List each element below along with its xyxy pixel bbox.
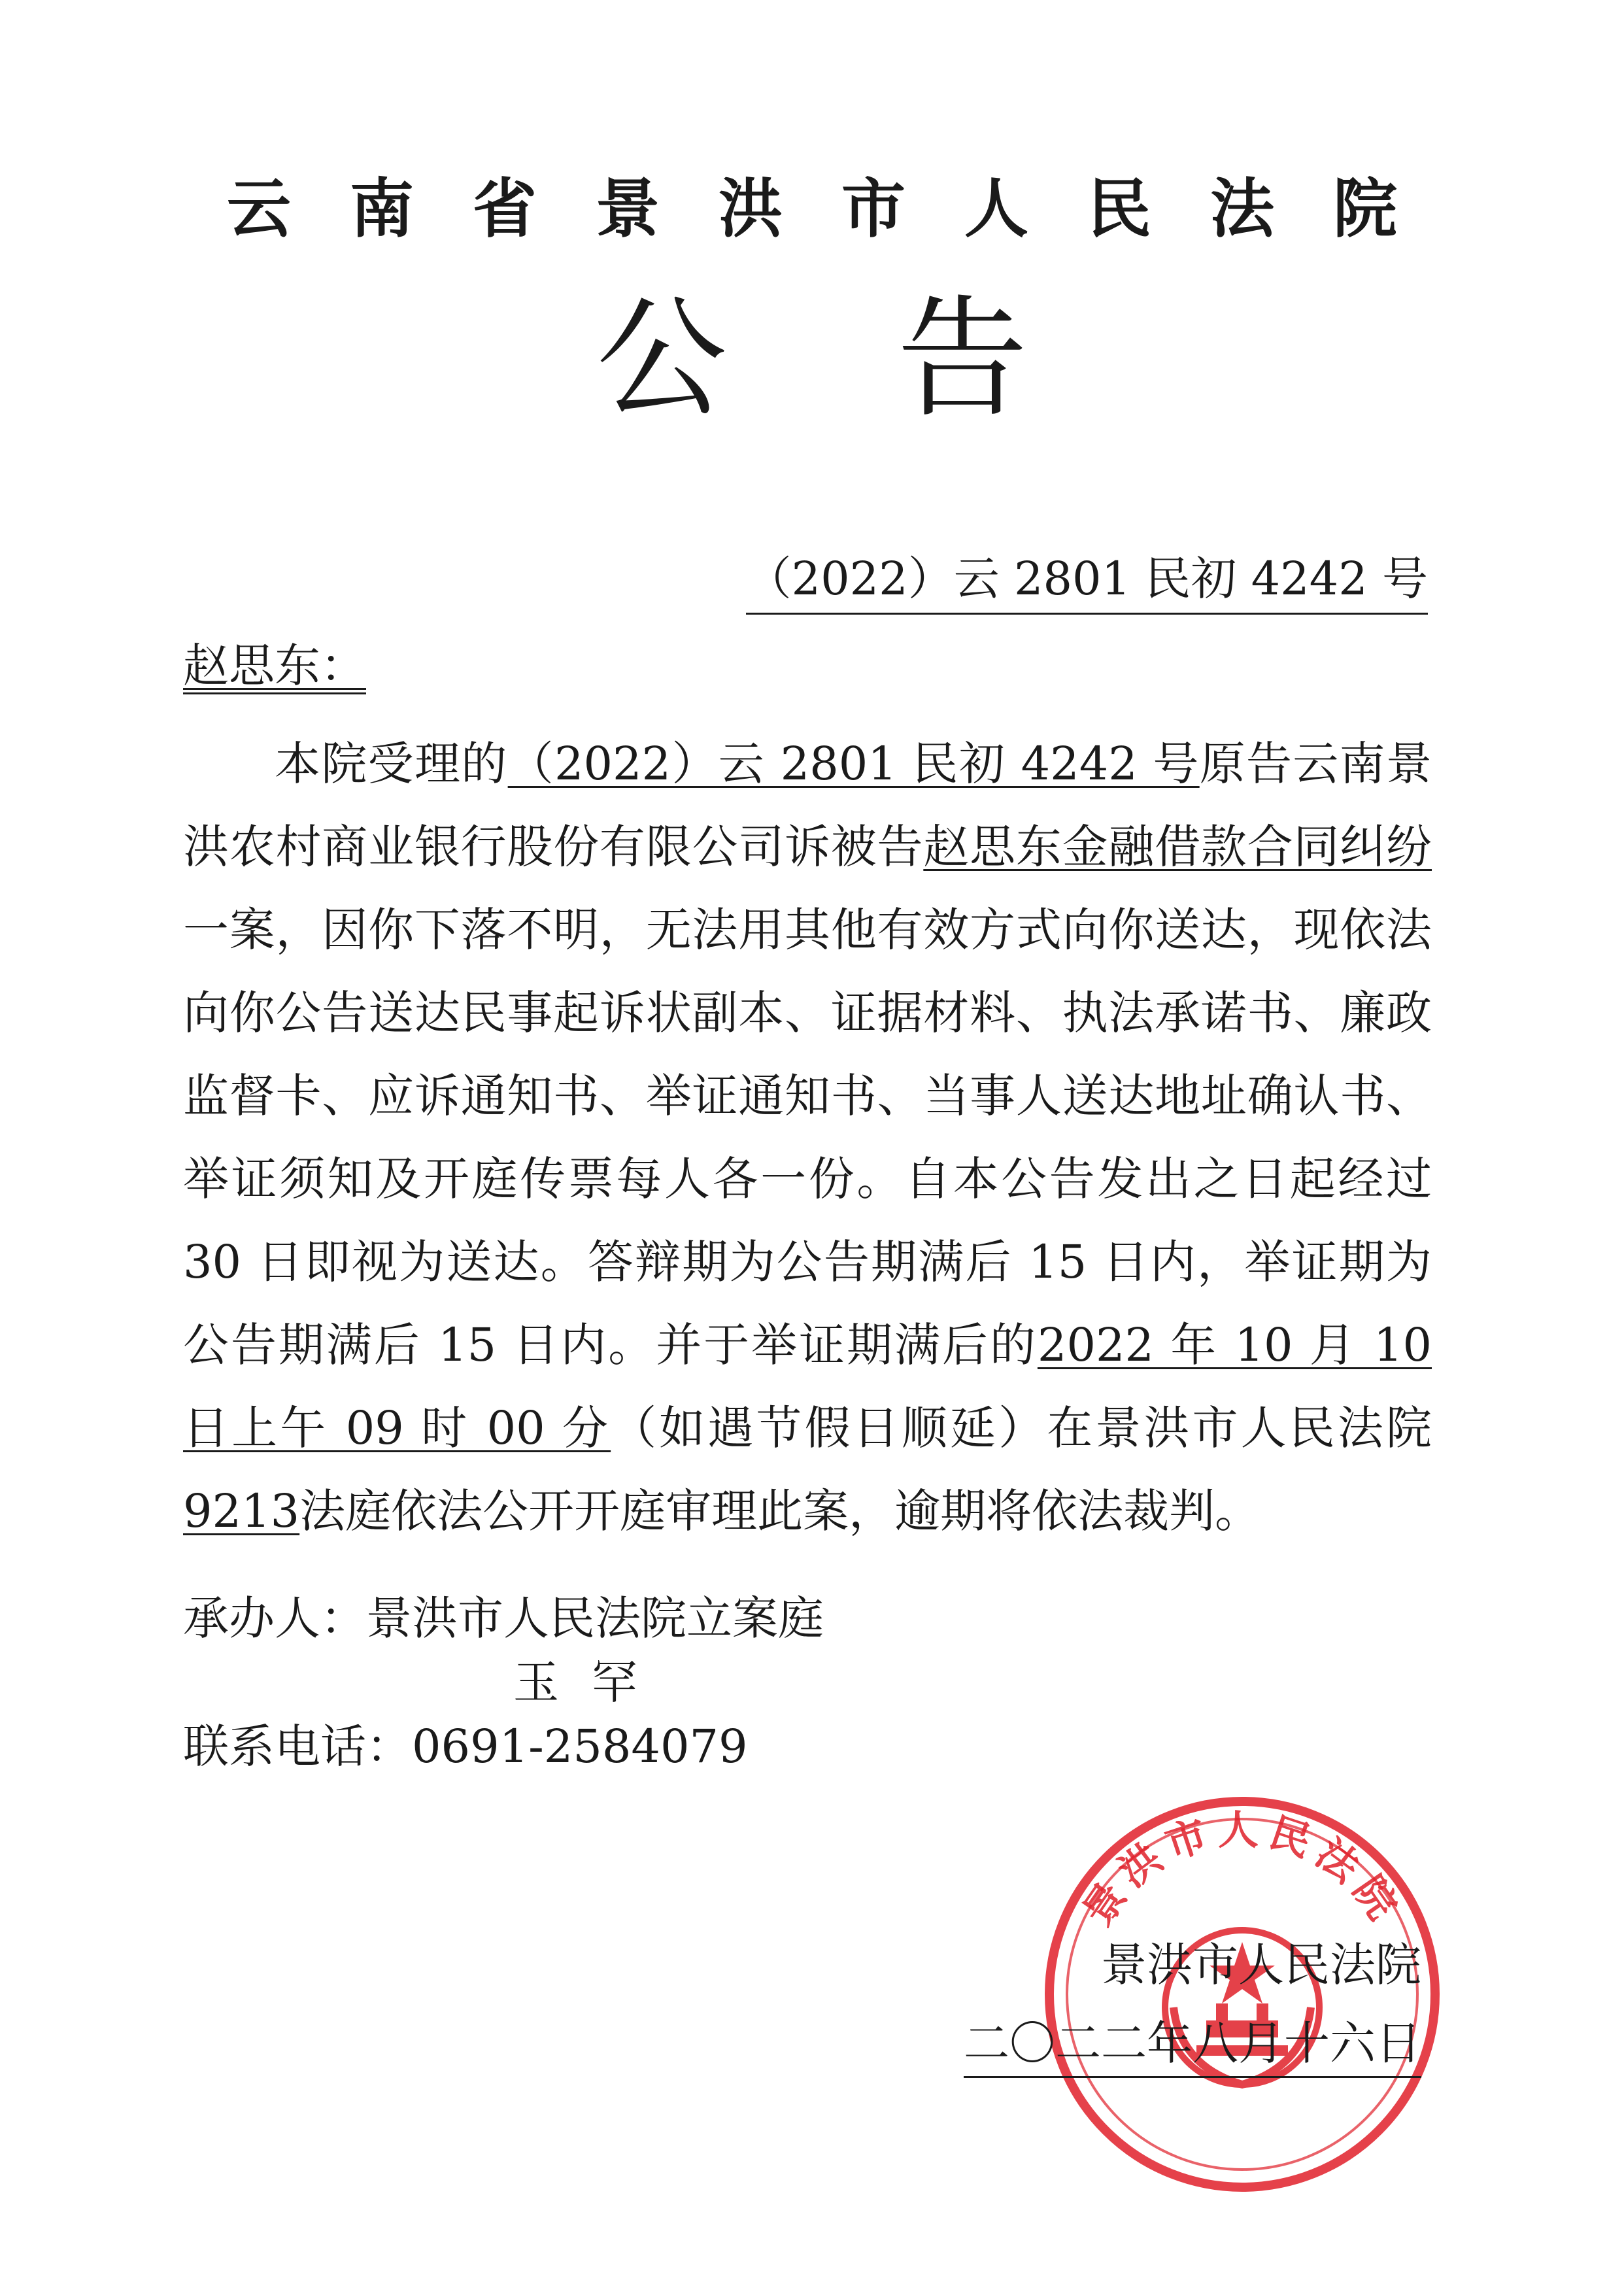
body-part-4: （如遇节假日顺延）在景洪市人民法院	[611, 1401, 1432, 1455]
addressee-name: 赵思东：	[183, 639, 366, 694]
body-part-2: 原告云南景洪农村商业银行股份有限公司诉被告	[183, 737, 1432, 874]
body-part-1: 本院受理的	[275, 737, 508, 791]
svg-text:景洪市人民法院: 景洪市人民法院	[1074, 1806, 1411, 1935]
phone-row	[183, 1714, 824, 1778]
handler-department: 景洪市人民法院立案庭	[366, 1592, 824, 1645]
hearing-time: 2022 年 10 月 10 日上午 09 时 00 分	[183, 1318, 1432, 1455]
addressee	[183, 633, 366, 698]
courtroom-number: 9213	[183, 1484, 300, 1538]
phone-number: 0691-2584079	[412, 1720, 748, 1773]
case-reference: （2022）云 2801 民初 4242 号	[507, 737, 1200, 791]
case-number: （2022）云 2801 民初 4242 号	[746, 546, 1428, 615]
contact-block	[183, 1586, 824, 1778]
signing-court: 景洪市人民法院	[1101, 1938, 1421, 1992]
handler-row	[183, 1586, 824, 1650]
phone-label: 联系电话：	[183, 1720, 412, 1773]
handler-label: 承办人：	[183, 1592, 366, 1645]
notice-body	[183, 723, 1432, 1553]
handler-name: 玉罕	[513, 1656, 670, 1709]
court-name-heading: 云南省景洪市人民法院	[226, 171, 1456, 247]
issue-date: 二〇二二年八月十六日	[964, 2011, 1421, 2078]
body-part-5: 法庭依法公开开庭审理此案，逾期将依法裁判。	[299, 1484, 1261, 1538]
case-subject: 赵思东金融借款合同纠纷	[923, 820, 1432, 874]
signature-block	[964, 1932, 1421, 2078]
document-type-heading: 公告	[596, 283, 1198, 435]
body-part-3: 一案，因你下落不明，无法用其他有效方式向你送达，现依法向你公告送达民事起诉状副本、证据材料、执法承诺书、廉政监督卡、应诉通知书、举证通知书、当事人送达地址确认书、举证须知及开庭传票每人各一份。自本公告发出之日起经过 30 日即视为送达。答辩期为公告期满后 15 日内，举证期为公告期满后 15 日内。并于举证期满后的	[183, 903, 1432, 1372]
